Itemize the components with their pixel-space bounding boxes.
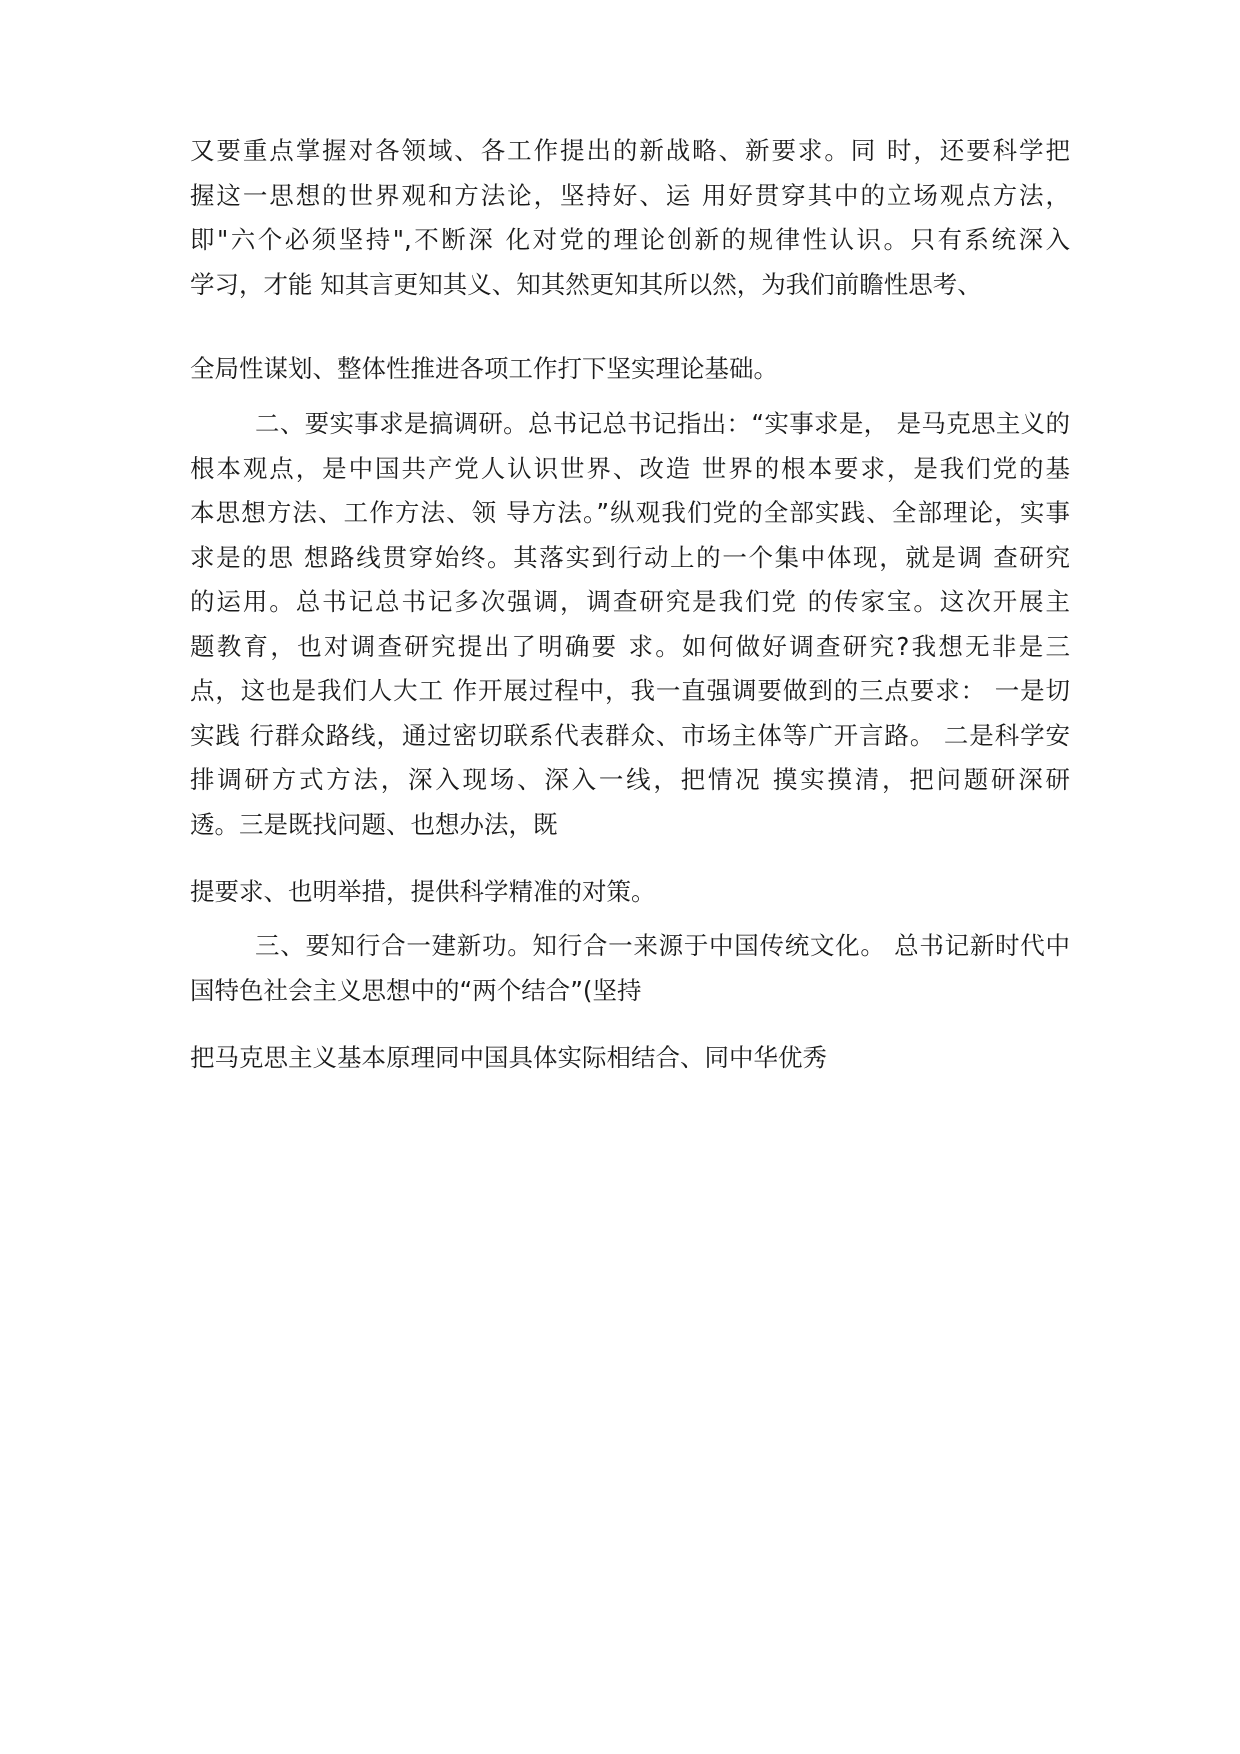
text-line: 透。三是既找问题、也想办法，既 [190, 809, 558, 839]
text-line: 提要求、也明举措，提供科学精准的对策。 [190, 877, 656, 906]
paragraph-section-three-tail [190, 1036, 1070, 1081]
text-line: 把马克思主义基本原理同中国具体实际相结合、同中华优秀 [190, 1043, 827, 1072]
paragraph-section-two-tail [190, 870, 1070, 915]
text-line: 全局性谋划、整体性推进各项工作打下坚实理论基础。 [190, 354, 778, 383]
text-line: 握这一思想的世界观和方法论，坚持好、运 用好贯穿其中的立场观点方法， [190, 180, 1070, 210]
text-line: 国特色社会主义思想中的“两个结合”(坚持 [190, 975, 642, 1005]
section-three-heading-line: 三、要知行合一建新功。知行合一来源于中国传统文化。 总书记新时代中 [255, 931, 1070, 960]
text-line: 求是的思 想路线贯穿始终。其落实到行动上的一个集中体现，就是调 查研究 [190, 542, 1070, 572]
text-line: 又要重点掌握对各领域、各工作提出的新战略、新要求。同 时，还要科学把 [190, 136, 1070, 165]
paragraph-section-three [190, 924, 1070, 1013]
text-line: 学习，才能 知其言更知其义、知其然更知其所以然，为我们前瞻性思考、 [190, 269, 982, 299]
text-line: 题教育，也对调查研究提出了明确要 求。如何做好调查研究?我想无非是三 [190, 631, 1070, 661]
text-line: 点，这也是我们人大工 作开展过程中，我一直强调要做到的三点要求： 一是切 [190, 676, 1070, 705]
text-line: 根本观点，是中国共产党人认识世界、改造 世界的根本要求，是我们党的基 [190, 453, 1070, 483]
text-line: 的运用。总书记总书记多次强调，调查研究是我们党 的传家宝。这次开展主 [190, 587, 1070, 616]
text-line: 排调研方式方法，深入现场、深入一线，把情况 摸实摸清，把问题研深研 [190, 765, 1070, 794]
paragraph-1 [190, 129, 1070, 307]
text-line: 即"六个必须坚持",不断深 化对党的理论创新的规律性认识。只有系统深入 [190, 225, 1070, 254]
text-line: 实践 行群众路线，通过密切联系代表群众、市场主体等广开言路。 二是科学安 [190, 720, 1070, 750]
paragraph-section-two [190, 402, 1070, 847]
section-two-heading-line: 二、要实事求是搞调研。总书记总书记指出：“实事求是， 是马克思主义的 [255, 409, 1070, 438]
paragraph-1-tail [190, 347, 1070, 392]
text-line: 本思想方法、工作方法、领 导方法。”纵观我们党的全部实践、全部理论，实事 [190, 498, 1070, 527]
